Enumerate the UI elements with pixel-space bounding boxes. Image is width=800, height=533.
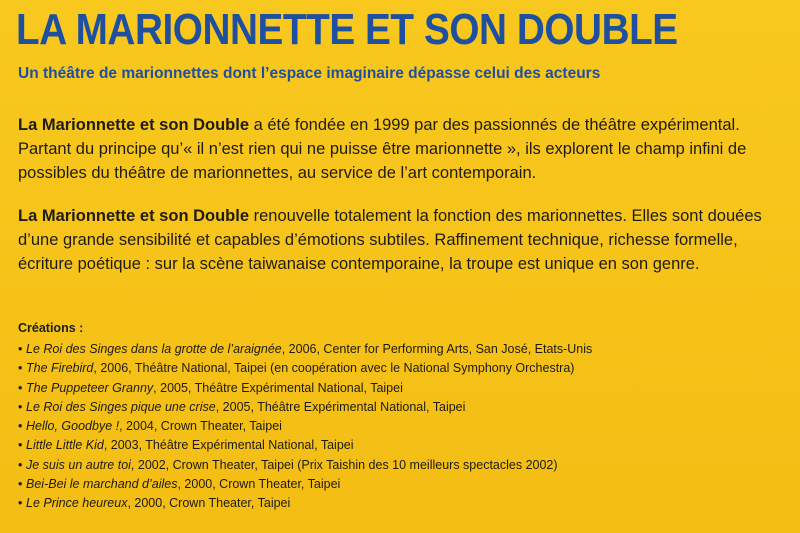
- list-item: [18, 379, 788, 398]
- bullet-icon: •: [18, 342, 23, 356]
- work-title: Le Prince heureux: [26, 496, 128, 511]
- list-item: [18, 417, 788, 436]
- work-title: The Firebird: [26, 361, 94, 376]
- work-details: , 2006, Théâtre National, Taipei (en coopération avec le National Symphony Orchestra): [93, 361, 575, 376]
- bullet-icon: •: [18, 380, 23, 395]
- bullet-icon: •: [18, 457, 23, 472]
- list-item: [18, 456, 788, 475]
- page-title: LA MARIONNETTE ET SON DOUBLE: [16, 5, 678, 54]
- description-paragraph: [18, 204, 788, 276]
- work-title: Hello, Goodbye !: [26, 419, 120, 434]
- work-details: , 2005, Théâtre Expérimental National, Taipei: [215, 399, 466, 414]
- work-title: The Puppeteer Granny: [26, 380, 154, 395]
- bullet-icon: •: [18, 496, 23, 511]
- list-item: [18, 359, 788, 378]
- bullet-icon: •: [18, 477, 23, 492]
- company-name: La Marionnette et son Double: [18, 207, 250, 225]
- company-name: La Marionnette et son Double: [18, 116, 250, 134]
- work-details: , 2004, Crown Theater, Taipei: [119, 419, 282, 434]
- work-details: , 2002, Crown Theater, Taipei (Prix Taishin des 10 meilleurs spectacles 2002): [130, 457, 558, 472]
- work-details: , 2006, Center for Performing Arts, San José, Etats-Unis: [281, 342, 593, 356]
- work-details: , 2000, Crown Theater, Taipei: [177, 477, 341, 492]
- list-item: [18, 436, 788, 455]
- list-item: [18, 340, 788, 359]
- intro-paragraph: [18, 113, 788, 185]
- creations-list: [18, 340, 788, 514]
- list-item: [18, 494, 788, 513]
- bullet-icon: •: [18, 419, 23, 434]
- work-title: Le Roi des Singes pique une crise: [26, 399, 216, 414]
- bullet-icon: •: [18, 361, 23, 376]
- work-title: Je suis un autre toi: [26, 457, 131, 472]
- bullet-icon: •: [18, 438, 23, 453]
- work-details: , 2000, Crown Theater, Taipei: [127, 496, 291, 511]
- work-details: , 2003, Théâtre Expérimental National, Taipei: [103, 438, 354, 453]
- creations-heading: Créations :: [18, 321, 84, 335]
- page-subtitle: Un théâtre de marionnettes dont l’espace imaginaire dépasse celui des acteurs: [18, 65, 601, 82]
- list-item: [18, 475, 788, 494]
- list-item: [18, 398, 788, 417]
- intro-paragraph-text: a été fondée en 1999 par des passionnés de théâtre expérimental. Partant du principe qu’« il n’est rien qui ne puisse être marionnette », ils explorent le champ infini de possibles du théâtre de marionnettes, au service de l’art contemporain.: [18, 116, 747, 182]
- description-paragraph-text: renouvelle totalement la fonction des marionnettes. Elles sont douées d’une grande sensibilité et capables d’émotions subtiles. Raffinement technique, richesse formelle, écriture poétique : sur la scène taiwanaise contemporaine, la troupe est unique en son genre.: [18, 207, 762, 273]
- bullet-icon: •: [18, 399, 23, 414]
- work-title: Le Roi des Singes dans la grotte de l’araignée: [26, 342, 282, 356]
- work-title: Little Little Kid: [26, 438, 104, 453]
- work-title: Bei-Bei le marchand d’ailes: [26, 477, 178, 492]
- work-details: , 2005, Théâtre Expérimental National, Taipei: [153, 380, 403, 395]
